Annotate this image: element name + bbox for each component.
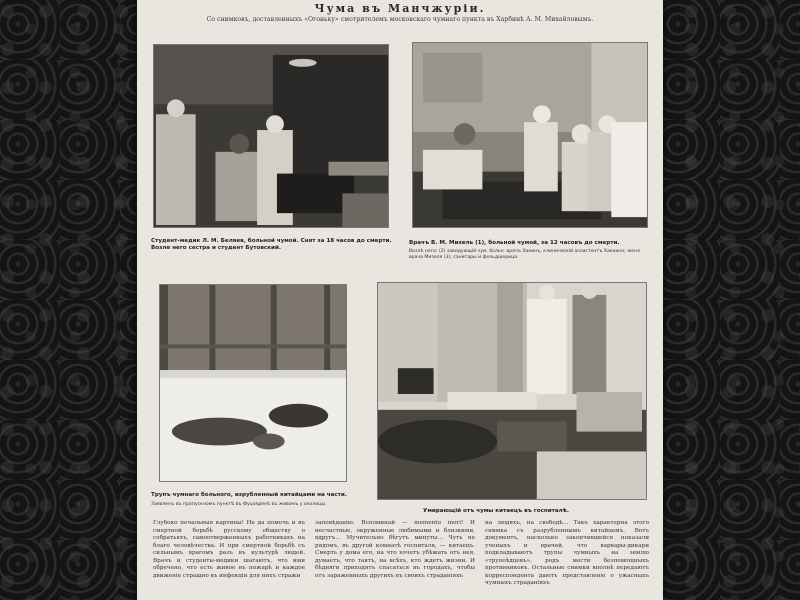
article-subtitle: Со снимковъ, доставленныхъ «Огоньку» смотрителемъ московскаго чумнаго пункта въ Харбинѣ А. М. Михайловымъ. (206, 16, 594, 23)
photo-dying-chinese-patient (377, 282, 647, 500)
photo-dismembered-body (159, 284, 347, 482)
body-column-1: Глубоко печальныя картины! Не да помочь и въ смертной борьбѣ русскому обществу о собратьяхъ, самоотверженныхъ работникахъ на благо человѣчества. И при смертной борьбѣ съ сильнымъ врагомъ разъ въ культурѣ людей. Врачъ и студенты-медики шагаютъ, что ими обречено, что есть живое въ пожарѣ и каждое движеніе страшно въ инфекціи для нихъ стражи (153, 520, 305, 579)
photo-4-caption: Умирающій отъ чумы китаецъ въ госпиталѣ. (423, 508, 570, 514)
photo-3-caption: Трупъ чумнаго больного, изрубленный китайцами на части. (151, 492, 347, 498)
photo-2-note: Возлѣ него: (2) заведующій чум. больн. врачъ Хакинъ, клиническій ассистентъ Хаккина; жена врача Мизеля (3); санитары и фельдшерица. (409, 249, 640, 260)
photo-1-caption: Студент-медик Л. М. Беляев, больной чумой. Снят за 18 часов до смерти. Возле него сестра и студент Бутовский. (151, 238, 392, 251)
body-column-2: заповѣданію. Вспоминай — memento mori! И несчастные, окруженные любимыми и близкими, вдругъ… Мучительно бѣгутъ минуты… Чуть не рядомъ, въ другой комнатѣ госпиталя, — китаецъ. Смерть у дома его, на что хочетъ убѣжать отъ нея, думаетъ, что таятъ, на всѣхъ, кто ждетъ жизни. И бѣдняги приходятъ спасаться въ городахъ, чтобы отъ зараженныхъ другихъ въ своихъ страданіяхъ (315, 520, 475, 579)
photo-2-caption: Врачъ В. М. Мизель (1), больной чумой, за 12 часовъ до смерти. (409, 240, 620, 246)
photo-doctor-patient (412, 42, 648, 228)
photo-student-patient (153, 44, 389, 228)
article-title: Чума въ Манчжуріи. (314, 2, 486, 15)
newspaper-page (137, 0, 663, 600)
body-column-3: на людяхъ, на свободѣ… Такъ характерна этого снимка съ разрубленнымъ китайцемъ. Вотъ документъ, насколько закончившейся показали ученыхъ и врачей, что варвары-дикари подкладываютъ трупы чумныхъ на землю «трупоѣдцевъ», родъ мести безпомощныхъ противниковъ. Остальные снимки вполнѣ передаютъ корреспондента даютъ представленіе о ужасныхъ чумныхъ страданіяхъ (485, 520, 649, 586)
photo-3-note: Заявленъ въ пропускномъ пунктѣ въ Фуцзядянѣ въ живомъ у околицы. (151, 502, 327, 507)
